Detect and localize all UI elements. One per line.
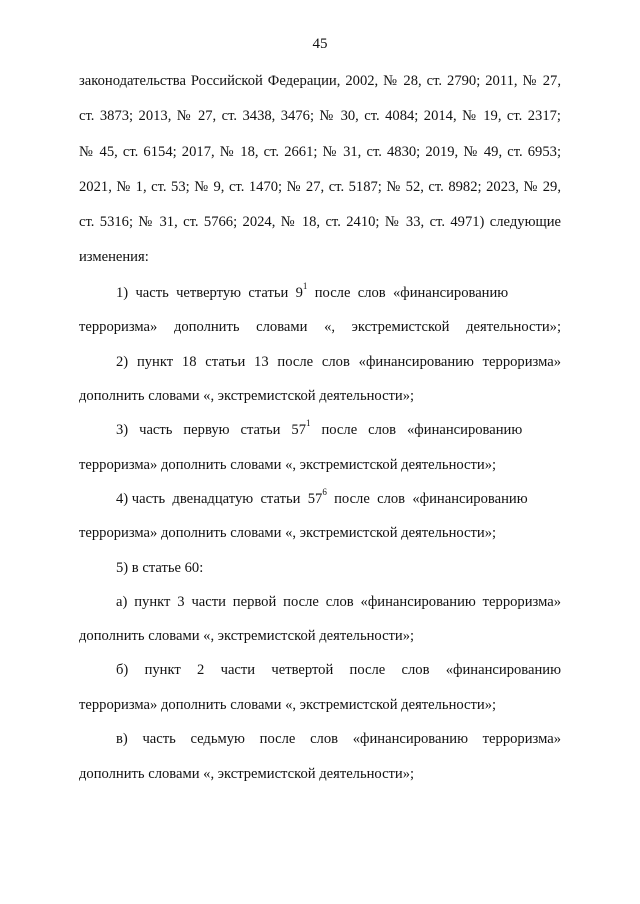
item-4-line-1	[116, 487, 561, 508]
item-5v-line-1: в) часть седьмую после слов «финансированию терроризма»	[116, 731, 561, 747]
item-5b-line-1: б) пункт 2 части четвертой после слов «финансированию	[116, 662, 561, 678]
item-3-line-1	[116, 418, 561, 439]
item-5-line-1: 5) в статье 60:	[116, 560, 204, 576]
item-1-text-b: после слов «финансированию	[307, 285, 509, 301]
intro-line-3: № 45, ст. 6154; 2017, № 18, ст. 2661; № 31, ст. 4830; 2019, № 49, ст. 6953;	[79, 144, 561, 160]
intro-line-6: изменения:	[79, 249, 149, 265]
item-4-line-2: терроризма» дополнить словами «, экстремистской деятельности»;	[79, 525, 497, 541]
item-3-text-b: после слов «финансированию	[310, 422, 523, 438]
item-4-text-b: после слов «финансированию	[326, 491, 528, 507]
item-1-superscript: 1	[302, 281, 308, 292]
item-5v-line-2: дополнить словами «, экстремистской деятельности»;	[79, 766, 415, 782]
item-5b-line-2: терроризма» дополнить словами «, экстремистской деятельности»;	[79, 697, 497, 713]
item-3-line-2: терроризма» дополнить словами «, экстремистской деятельности»;	[79, 457, 497, 473]
item-3-superscript: 1	[306, 418, 311, 429]
item-5a-line-2: дополнить словами «, экстремистской деятельности»;	[79, 628, 415, 644]
item-1-line-2: терроризма» дополнить словами «, экстремистской деятельности»;	[79, 319, 561, 335]
intro-line-1: законодательства Российской Федерации, 2002, № 28, ст. 2790; 2011, № 27,	[79, 73, 561, 89]
item-4-superscript: 6	[322, 487, 327, 498]
item-4-text-a: 4) часть двенадцатую статьи 57	[116, 491, 323, 507]
item-1-line-1	[116, 281, 561, 302]
item-5a-line-1: а) пункт 3 части первой после слов «финансированию терроризма»	[116, 594, 561, 610]
item-3-text-a: 3) часть первую статьи 57	[116, 422, 307, 438]
page-number: 45	[312, 36, 328, 52]
item-2-line-1: 2) пункт 18 статьи 13 после слов «финансированию терроризма»	[116, 354, 561, 370]
item-1-text-a: 1) часть четвертую статьи 9	[116, 285, 303, 301]
intro-line-4: 2021, № 1, ст. 53; № 9, ст. 1470; № 27, ст. 5187; № 52, ст. 8982; 2023, № 29,	[79, 179, 561, 195]
item-2-line-2: дополнить словами «, экстремистской деятельности»;	[79, 388, 415, 404]
intro-line-5: ст. 5316; № 31, ст. 5766; 2024, № 18, ст. 2410; № 33, ст. 4971) следующие	[79, 214, 561, 230]
intro-line-2: ст. 3873; 2013, № 27, ст. 3438, 3476; № 30, ст. 4084; 2014, № 19, ст. 2317;	[79, 108, 561, 124]
